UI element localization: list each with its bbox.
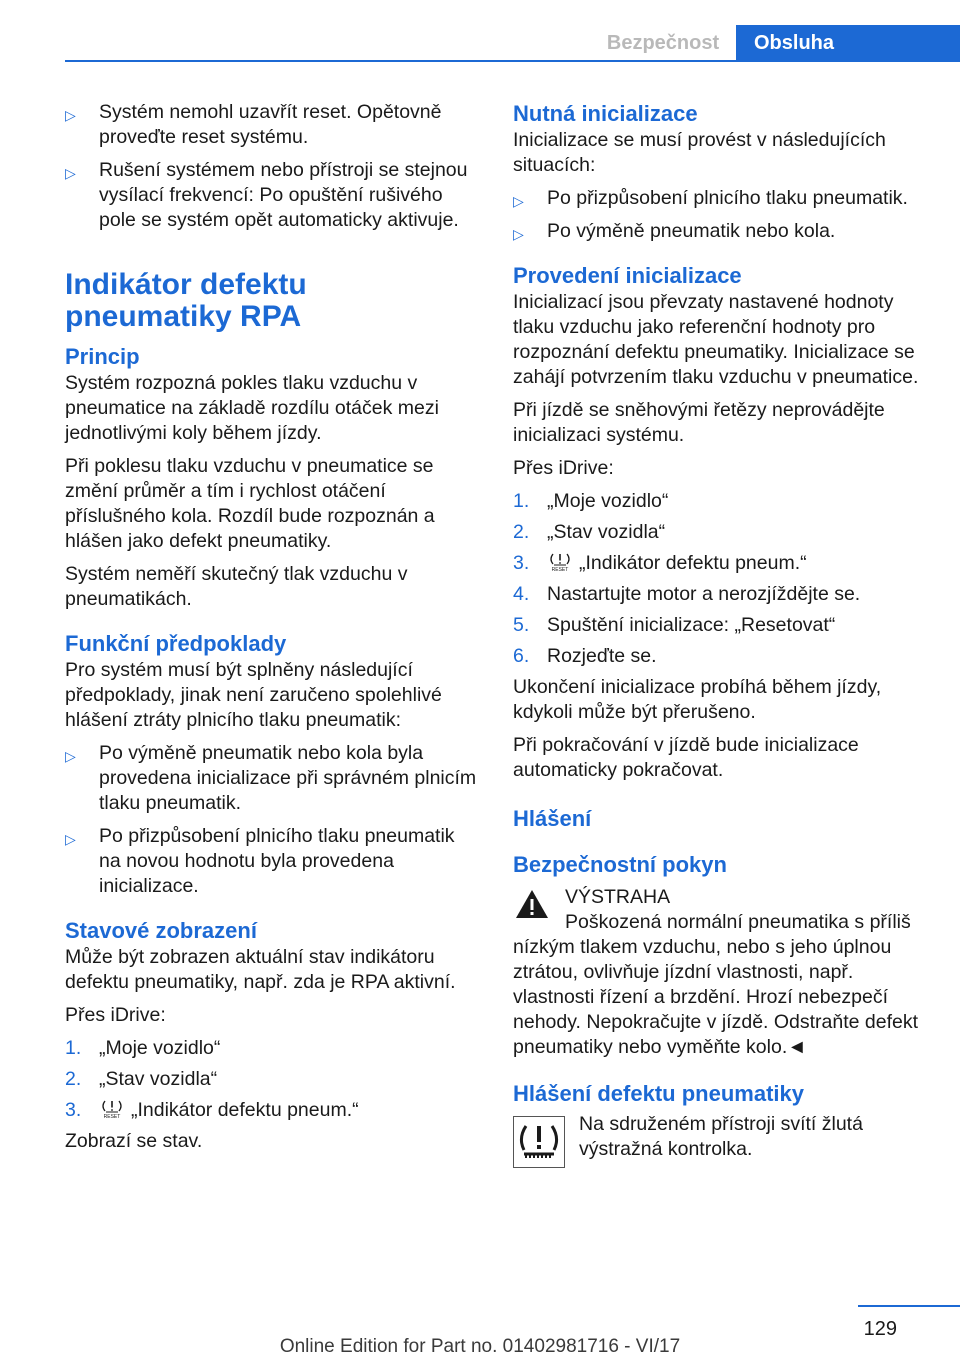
list-item: 2. „Stav vozidla“ [65,1068,218,1090]
bullet-triangle-icon: ▷ [513,226,524,242]
heading-funkcni-predpoklady: Funkční předpoklady [65,631,287,656]
list-item: ▷ Po přizpůsobení plnicího tlaku pneumatik. [513,186,927,211]
heading-bezpecnostni-pokyn: Bezpečnostní pokyn [513,852,727,877]
heading-provedeni-inicializace: Provedení inicializace [513,263,742,288]
right-column [513,100,927,1168]
list-item: 3. RESET „Indikátor defektu pneum.“ [513,552,807,574]
list-item: ▷ Po přizpůsobení plnicího tlaku pneumatik na novou hodnotu byla provedena inicializace. [65,825,455,897]
svg-text:RESET: RESET [551,567,569,572]
tire-warning-block [513,1112,927,1168]
paragraph: Přes iDrive: [65,1004,166,1026]
paragraph: Na sdruženém přístroji svítí žlutá výstražná kontrolka. [579,1113,863,1160]
paragraph: Přes iDrive: [513,457,614,479]
list-item: ▷ Systém nemohl uzavřít reset. Opětovně proveďte reset systému. [65,101,442,148]
section-title-rpa: Indikátor defektu pneumatiky RPA [65,268,307,333]
bullet-triangle-icon: ▷ [65,748,76,764]
warning-text: Poškozená normální pneumatika s příliš nízkým tlakem vzduchu, nebo s jeho úplnou ztrátou, ovlivňuje jízdní vlastnosti, např. vlastnosti řízení a brzdění. Hrozí nebezpečí nehody. Nepokračujte v jízdě. Odstraňte defekt pneumatiky nebo vyměňte kolo.◄ [513,911,919,1058]
requirements-list [65,741,481,899]
bullet-triangle-icon: ▷ [65,831,76,847]
reset-indicator-icon [547,552,573,572]
paragraph: Ukončení inicializace probíhá během jízdy, kdykoli může být přerušeno. [513,676,882,723]
paragraph: Při pokračování v jízdě bude inicializace automaticky pokračovat. [513,734,859,781]
bullet-triangle-icon: ▷ [65,107,76,123]
list-item: 3. RESET „Indikátor defektu pneum.“ [65,1099,359,1121]
heading-hlaseni: Hlášení [513,806,592,831]
bullet-triangle-icon: ▷ [65,165,76,181]
heading-hlaseni-defektu: Hlášení defektu pneumatiky [513,1081,804,1106]
list-item: 1. „Moje vozidlo“ [65,1037,221,1059]
list-item: 1. „Moje vozidlo“ [513,490,669,512]
initialization-steps [513,489,927,669]
list-item: 4. Nastartujte motor a nerozjíždějte se. [513,583,861,605]
warning-triangle-icon [513,887,551,921]
tire-pressure-warning-icon [513,1116,565,1168]
top-bullet-list [65,100,481,233]
heading-princip: Princip [65,344,140,369]
list-item: 2. „Stav vozidla“ [513,521,666,543]
header-rule [65,60,960,62]
paragraph: Inicializace se musí provést v následujících situacích: [513,129,886,176]
paragraph: Pro systém musí být splněny následující předpoklady, jinak není zaručeno spolehlivé hlášení ztráty plnicího tlaku pneumatik: [65,659,442,731]
tab-bezpecnost[interactable]: Bezpečnost [606,32,720,54]
status-steps [65,1036,481,1123]
warning-label: VÝSTRAHA [565,886,671,908]
bullet-triangle-icon: ▷ [513,193,524,209]
paragraph: Při poklesu tlaku vzduchu v pneumatice se změní průměr a tím i rychlost otáčení příslušného kola. Rozdíl bude rozpoznán a hlášen jako defekt pneumatiky. [65,455,435,552]
paragraph: Systém neměří skutečný tlak vzduchu v pneumatikách. [65,563,408,610]
svg-text:RESET: RESET [103,1114,121,1119]
situations-list [513,186,927,244]
page-number: 129 [863,1318,897,1340]
footer-edition: Online Edition for Part no. 01402981716 - VI/17 [279,1336,681,1357]
heading-nutna-inicializace: Nutná inicializace [513,101,698,126]
left-column [65,100,481,1162]
warning-notice [513,885,927,910]
list-item: ▷ Rušení systémem nebo přístroji se stejnou vysílací frekvencí: Po opuštění rušivého pole se systém opět automaticky aktivuje. [65,159,468,231]
list-item: 6. Rozjeďte se. [513,645,657,667]
tab-obsluha[interactable]: Obsluha [736,25,960,61]
paragraph: Inicializací jsou převzaty nastavené hodnoty tlaku vzduchu jako referenční hodnoty pro rozpoznání defektu pneumatiky. Inicializace se zahájí potvrzením tlaku vzduchu v pneumatice. [513,291,919,388]
paragraph: Systém rozpozná pokles tlaku vzduchu v pneumatice na základě rozdílu otáček mezi jednotlivými koly během jízdy. [65,372,439,444]
page-number-rule [858,1305,960,1307]
heading-stavove-zobrazeni: Stavové zobrazení [65,918,257,943]
reset-indicator-icon [99,1099,125,1119]
list-item: 5. Spuštění inicializace: „Resetovat“ [513,614,836,636]
paragraph: Zobrazí se stav. [65,1130,203,1152]
list-item: ▷ Po výměně pneumatik nebo kola. [513,219,927,244]
paragraph: Při jízdě se sněhovými řetězy neprovádějte inicializaci systému. [513,399,885,446]
list-item: ▷ Po výměně pneumatik nebo kola byla provedena inicializace při správném plnicím tlaku pneumatik. [65,742,477,814]
paragraph: Může být zobrazen aktuální stav indikátoru defektu pneumatiky, např. zda je RPA aktivní. [65,946,456,993]
